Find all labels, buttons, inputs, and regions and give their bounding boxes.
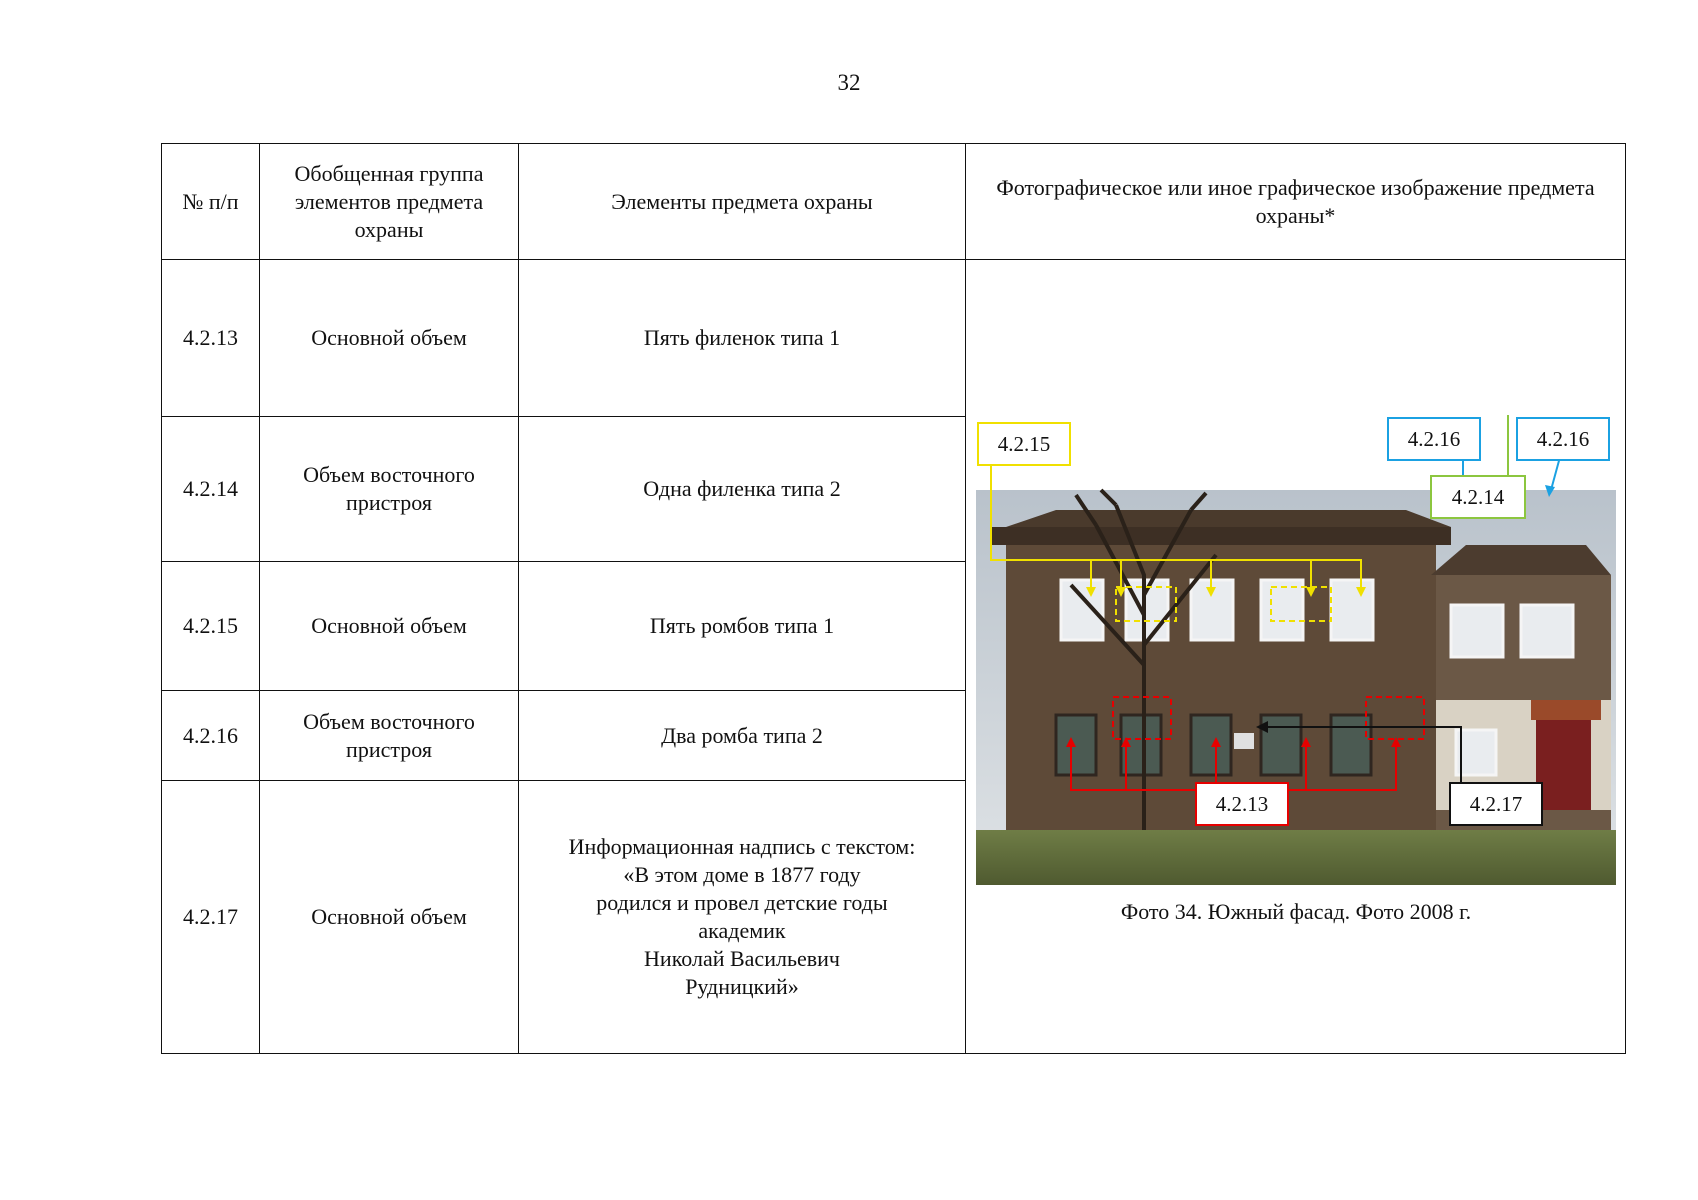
info-plaque xyxy=(1234,733,1254,749)
table-row xyxy=(162,260,1626,417)
photo-caption: Фото 34. Южный фасад. Фото 2008 г. xyxy=(1120,899,1472,924)
row-element: Пять ромбов типа 1 xyxy=(519,562,966,691)
row-element: Одна филенка типа 2 xyxy=(519,417,966,562)
inscription-line: Рудницкий» xyxy=(685,974,799,999)
row-number: 4.2.15 xyxy=(162,562,260,691)
row-group: Объем восточного пристроя xyxy=(260,691,519,781)
header-number: № п/п xyxy=(162,144,260,260)
inscription-line: родился и провел детские годы xyxy=(596,890,888,915)
inscription-line: Информационная надпись с текстом: xyxy=(568,834,916,859)
label-4-2-15: 4.2.15 xyxy=(997,432,1051,456)
row-group: Основной объем xyxy=(260,562,519,691)
header-elements: Элементы предмета охраны xyxy=(519,144,966,260)
row-group: Основной объем xyxy=(260,781,519,1054)
label-4-2-16-a: 4.2.16 xyxy=(1407,427,1461,451)
inscription-line: Николай Васильевич xyxy=(644,946,840,971)
inscription-line: «В этом доме в 1877 году xyxy=(623,862,861,887)
header-image: Фотографическое или иное графическое изображение предмета охраны* xyxy=(966,144,1626,260)
table-header-row xyxy=(162,144,1626,260)
row-group: Основной объем xyxy=(260,260,519,417)
label-4-2-14: 4.2.14 xyxy=(1430,475,1526,519)
page-number: 32 xyxy=(837,70,861,95)
row-number: 4.2.14 xyxy=(162,417,260,562)
row-element: Пять филенок типа 1 xyxy=(519,260,966,417)
row-group: Объем восточного пристроя xyxy=(260,417,519,562)
ground xyxy=(976,830,1616,885)
row-element-multiline xyxy=(519,781,966,1054)
photo-cell xyxy=(966,260,1626,1054)
label-4-2-17: 4.2.17 xyxy=(1469,792,1523,816)
label-4-2-13: 4.2.13 xyxy=(1215,792,1269,816)
label-4-2-16-b: 4.2.16 xyxy=(1536,427,1590,451)
row-element: Два ромба типа 2 xyxy=(519,691,966,781)
row-number: 4.2.13 xyxy=(162,260,260,417)
protection-elements-table xyxy=(161,143,1626,1054)
inscription-line: академик xyxy=(698,918,786,943)
row-number: 4.2.16 xyxy=(162,691,260,781)
header-group: Обобщенная группа элементов предмета охраны xyxy=(260,144,519,260)
row-number: 4.2.17 xyxy=(162,781,260,1054)
